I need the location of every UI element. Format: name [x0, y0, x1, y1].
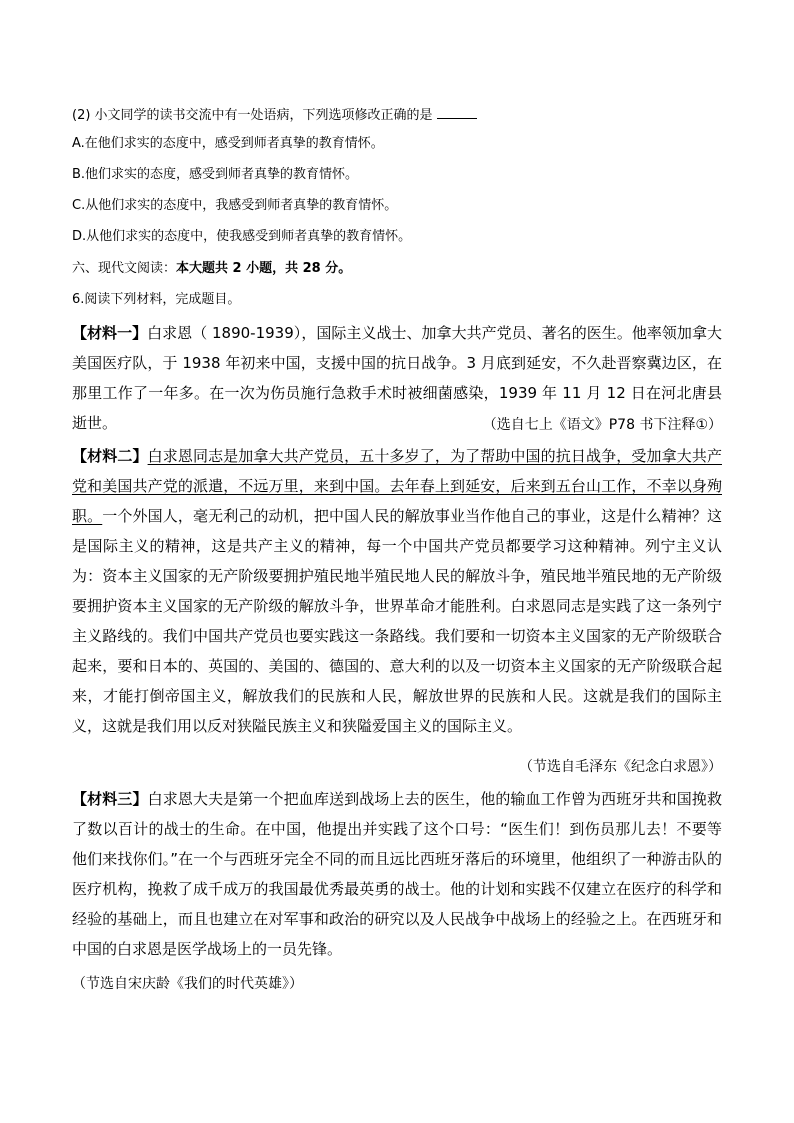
- material-2-tag: 【材料二】: [72, 447, 148, 465]
- question-2-stem: (2) 小文同学的读书交流中有一处语病，下列选项修改正确的是: [72, 104, 477, 125]
- material-2-text: 一个外国人，毫无利己的动机，把中国人民的解放事业当作他自己的事业，这是什么精神？这是国际主义的精神，这是共产主义的精神，每一个中国共产党员都要学习这种精神。列宁主义认为：资本主义国家的无产阶级要拥护殖民地半殖民地人民的解放斗争，殖民地半殖民地的无产阶级要拥护资本主义国家的无产阶级的解放斗争，世界革命才能胜利。白求恩同志是实践了这一条列宁主义路线的。我们中国共产党员也要实践这一条路线。我们要和一切资本主义国家的无产阶级联合起来，要和日本的、英国的、美国的、德国的、意大利的以及一切资本主义国家的无产阶级联合起来，才能打倒帝国主义，解放我们的民族和人民，解放世界的民族和人民。这就是我们的国际主义，这就是我们用以反对狭隘民族主义和狭隘爱国主义的国际主义。: [72, 507, 722, 735]
- material-1-text: 白求恩（ 1890-1939），国际主义战士、加拿大共产党员、著名的医生。他率领加拿大美国医疗队，于 1938 年初来中国，支援中国的抗日战争。3 月底到延安，不久赴晋察冀边区，在那里工作了一年多。在一次为伤员施行急救手术时被细菌感染，1939 年 11 月 12 日在河北唐县逝世。: [72, 324, 722, 432]
- option-b[interactable]: B.他们求实的态度，感受到师者真挚的教育情怀。: [72, 167, 359, 182]
- material-2-source: （节选自毛泽东《纪念白求恩》）: [519, 759, 722, 775]
- option-c[interactable]: C.从他们求实的态度中，我感受到师者真挚的教育情怀。: [72, 198, 398, 213]
- answer-blank[interactable]: [437, 104, 477, 119]
- material-2-underlined-text: 白求恩同志是加拿大共产党员，五十多岁了，为了帮助中国的抗日战争，受加拿大共产党和美国共产党的派遣，不远万里，来到中国。去年春上到延安，后来到五台山工作，不幸以身殉职。: [72, 447, 722, 525]
- option-d[interactable]: D.从他们求实的态度中，使我感受到师者真挚的教育情怀。: [72, 229, 412, 244]
- material-1-source: （选自七上《语文》P78 书下注释①）: [482, 417, 722, 433]
- question-6-intro: 6.阅读下列材料，完成题目。: [72, 292, 241, 307]
- section-heading: 六、现代文阅读：本大题共 2 小题，共 28 分。: [72, 261, 352, 276]
- material-3: [72, 784, 722, 964]
- material-3-source: （节选自宋庆龄《我们的时代英雄》）: [72, 976, 303, 992]
- option-a[interactable]: A.在他们求实的态度中，感受到师者真挚的教育情怀。: [72, 136, 384, 151]
- material-3-tag: 【材料三】: [72, 790, 148, 808]
- material-2: [72, 441, 722, 741]
- material-1-tag: 【材料一】: [72, 324, 148, 342]
- material-3-text: 白求恩大夫是第一个把血库送到战场上去的医生，他的输血工作曾为西班牙共和国挽救了数以百计的战士的生命。在中国，他提出并实践了这个口号：“医生们！到伤员那儿去！不要等他们来找你们。”在一个与西班牙完全不同的而且远比西班牙落后的环境里，他组织了一种游击队的医疗机构，挽救了成千成万的我国最优秀最英勇的战士。他的计划和实践不仅建立在医疗的科学和经验的基础上，而且也建立在对军事和政治的研究以及人民战争中战场上的经验之上。在西班牙和中国的白求恩是医学战场上的一员先锋。: [72, 790, 722, 958]
